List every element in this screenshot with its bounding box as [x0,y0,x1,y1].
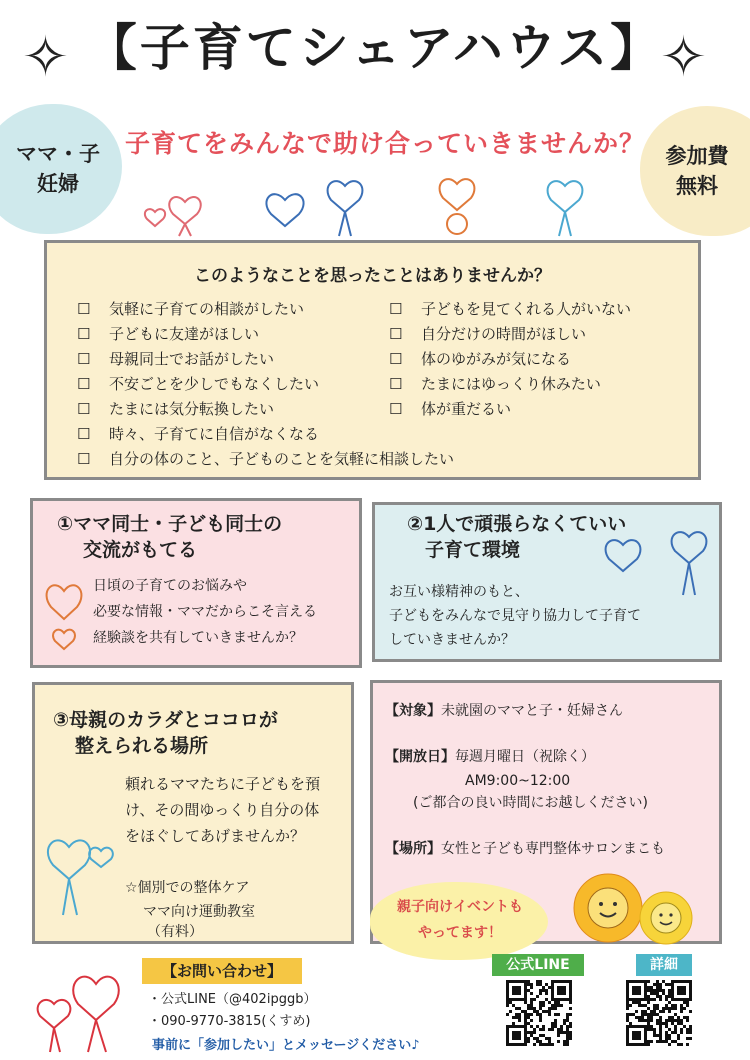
feature-text: お互い様精神のもと、 [389,584,529,600]
checklist-item-label: 自分の体のこと、子どものことを気軽に相談したい [109,450,455,468]
checkbox-icon[interactable]: ☐ [77,450,91,468]
heart-characters-illustration [135,172,605,242]
event-text [380,894,540,946]
checkbox-icon[interactable]: ☐ [77,375,91,393]
checklist-item[interactable] [389,372,631,397]
info-open-label: 【開放日】 [385,749,455,765]
badge-left-line2: 妊婦 [37,172,79,196]
checkbox-icon[interactable]: ☐ [77,400,91,418]
checklist-item-label: たまには気分転換したい [109,400,275,418]
checklist-title: このようなことを思ったことはありませんか？ [194,266,551,286]
contact-phone[interactable]: ・090-9770-3815(くすめ) [148,1014,311,1029]
checkbox-icon[interactable]: ☐ [389,350,403,368]
checkbox-icon[interactable]: ☐ [77,350,91,368]
badge-fee [640,106,750,236]
feature-text: 頼れるママたちに子どもを預 [125,775,321,793]
info-open-note: (ご都合の良い時間にお越しください) [413,795,648,811]
feature-text: をほぐしてあげませんか？ [125,827,306,845]
badge-right-line2: 無料 [676,174,718,198]
badge-target [0,104,122,234]
feature-text: け、その間ゆっくり自分の体 [125,801,320,819]
badge-right-line1: 参加費 [665,143,729,168]
checkbox-icon[interactable]: ☐ [389,325,403,343]
heart-character-icon [597,523,717,599]
checklist-item[interactable] [389,297,631,322]
checklist-right [389,297,631,422]
checklist-item[interactable] [389,397,631,422]
checklist-item[interactable] [389,347,631,372]
contact-message: 事前に「参加したい」とメッセージください♪ [152,1038,420,1053]
event-text-line: 親子向けイベントも [397,899,523,915]
feature-text: 必要な情報・ママだからこそ言える [93,604,317,620]
feature-title: 子育て環境 [425,539,521,561]
feature-text: 子どもをみんなで見守り協力して子育て [389,608,641,624]
heart-character-icon [39,575,89,661]
checklist-item-label: 体が重だるい [421,400,512,418]
checklist-item-label: たまにはゆっくり休みたい [421,375,601,393]
info-target-label: 【対象】 [385,703,441,719]
contact-line-id[interactable]: ・公式LINE（@402ipggb） [148,992,317,1007]
feature-title: ③母親のカラダとココロが [53,709,278,731]
feature-panel-care [32,682,354,944]
checkbox-icon[interactable]: ☐ [389,400,403,418]
qr-code-icon[interactable] [626,980,692,1046]
checklist-item-label: 体のゆがみが気になる [421,350,572,368]
headline: 子育てをみんなで助け合っていきませんか？ [124,129,645,158]
heart-character-icon [266,181,362,236]
checkbox-icon[interactable]: ☐ [389,300,403,318]
checkbox-icon[interactable]: ☐ [77,425,91,443]
info-open-time: AM9:00~12:00 [465,773,571,789]
info-place-value: 女性と子ども専門整体サロンまこも [441,841,665,857]
checkbox-icon[interactable]: ☐ [77,325,91,343]
qr-detail-label: 詳細 [636,954,692,976]
checklist-item-label: 気軽に子育ての相談がしたい [109,300,305,318]
feature-title: ②1人で頑張らなくていい [407,513,627,535]
info-target-value: 未就園のママと子・妊婦さん [441,703,623,719]
checklist-item-label: 母親同士でお話がしたい [109,350,275,368]
heart-character-icon [26,960,136,1056]
feature-text: 経験談を共有していきませんか？ [93,630,303,646]
feature-title: 整えられる場所 [75,735,209,757]
checklist-item[interactable] [77,422,454,447]
qr-line-label: 公式LINE [492,954,584,976]
heart-character-icon [39,821,119,921]
badge-left-line1: ママ・子 [16,141,100,166]
feature-title: 交流がもてる [83,539,198,561]
page-title: 【子育てシェアハウス】 [86,19,664,77]
info-target [385,699,623,724]
service-item: ☆個別での整体ケア [125,880,250,896]
info-place [385,837,665,862]
feature-panel-environment [372,502,722,662]
feature-title: ①ママ同士・子ども同士の [57,513,283,535]
sparkle-icon: ✧ [660,25,707,90]
feature-panel-exchange [30,498,362,668]
info-open-value: 毎週月曜日（祝除く） [455,749,595,765]
checklist-item[interactable] [389,322,631,347]
heart-character-icon [145,197,201,236]
heart-character-icon [548,181,583,236]
checklist-item-label: 自分だけの時間がほしい [421,325,587,343]
feature-text: していきませんか？ [389,632,515,648]
checklist-item-label: 子どもを見てくれる人がいない [421,300,632,318]
checklist-item[interactable] [77,447,454,472]
service-item: （有料） [147,924,203,940]
checklist-item-label: 子どもに友達がほしい [109,325,260,343]
heart-character-icon [440,179,475,234]
info-open-days [385,745,595,770]
service-item: ママ向け運動教室 [143,904,255,920]
contact-title: 【お問い合わせ】 [142,958,302,984]
info-place-label: 【場所】 [385,841,441,857]
sparkle-icon: ✧ [22,25,69,90]
feature-text: 日頃の子育てのお悩みや [93,578,247,594]
sun-flower-icon [568,868,698,952]
event-text-line: やってます！ [418,925,502,941]
qr-code-icon[interactable] [506,980,572,1046]
checklist-item-label: 不安ごとを少しでもなくしたい [109,375,320,393]
checklist-item-label: 時々、子育てに自信がなくなる [109,425,320,443]
checklist-panel [44,240,701,480]
checkbox-icon[interactable]: ☐ [77,300,91,318]
checkbox-icon[interactable]: ☐ [389,375,403,393]
